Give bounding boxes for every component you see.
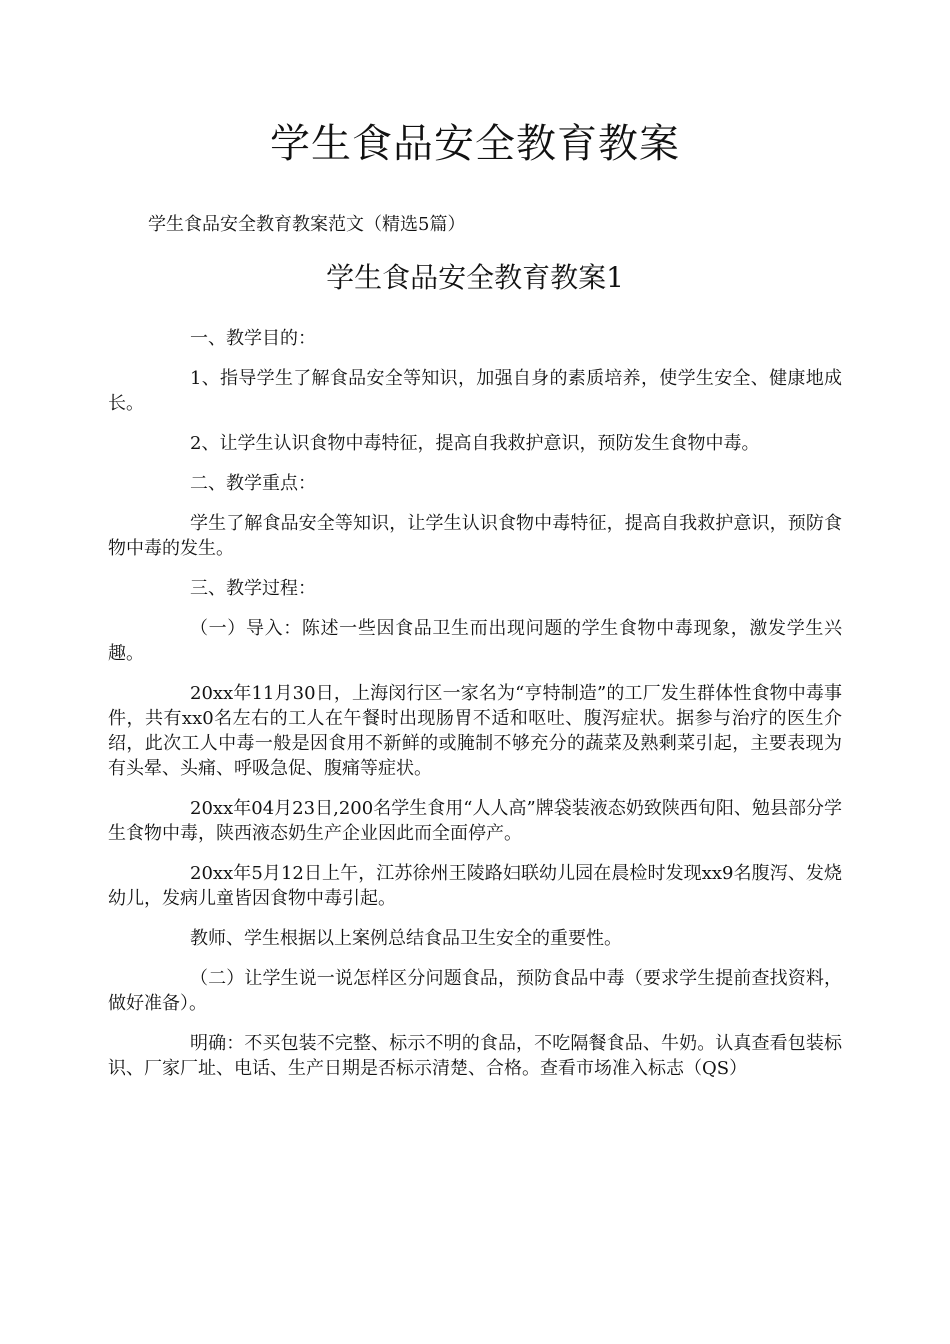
heading-teaching-focus: 二、教学重点： [190,473,316,494]
section-title: 学生食品安全教育教案1 [326,261,624,294]
document-subtitle: 学生食品安全教育教案范文（精选5篇） [148,214,466,235]
heading-teaching-process: 三、教学过程： [190,578,316,599]
goal-item-2: 2、让学生认识食物中毒特征，提高自我救护意识，预防发生食物中毒。 [190,433,760,454]
case-paragraph: 20xx年04月23日,200名学生食用“人人高”牌袋装液态奶致陕西旬阳、勉县部分学生食物中毒，陕西液态奶生产企业因此而全面停产。 [108,798,842,844]
case-paragraph: 20xx年5月12日上午，江苏徐州王陵路妇联幼儿园在晨检时发现xx9名腹泻、发烧幼儿，发病儿童皆因食物中毒引起。 [108,863,842,909]
heading-teaching-goal: 一、教学目的： [190,328,316,349]
focus-paragraph: 学生了解食品安全等知识，让学生认识食物中毒特征，提高自我救护意识，预防食物中毒的发生。 [108,513,842,559]
clarification-paragraph: 明确：不买包装不完整、标示不明的食品，不吃隔餐食品、牛奶。认真查看包装标识、厂家厂址、电话、生产日期是否标示清楚、合格。查看市场准入标志（QS） [108,1033,842,1079]
summary-paragraph: 教师、学生根据以上案例总结食品卫生安全的重要性。 [190,928,622,949]
goal-item-1: 1、指导学生了解食品安全等知识，加强自身的素质培养，使学生安全、健康地成长。 [108,368,842,414]
case-paragraph: 20xx年11月30日，上海闵行区一家名为“亨特制造”的工厂发生群体性食物中毒事件，共有xx0名左右的工人在午餐时出现肠胃不适和呕吐、腹泻症状。据参与治疗的医生介绍，此次工人中毒一般是因食用不新鲜的或腌制不够充分的蔬菜及熟剩菜引起，主要表现为有头晕、头痛、呼吸急促、腹痛等症状。 [108,683,842,779]
document-body [108,326,842,1081]
process-step-2: （二）让学生说一说怎样区分问题食品，预防食品中毒（要求学生提前查找资料，做好准备）。 [108,968,842,1014]
document-title: 学生食品安全教育教案 [270,121,680,167]
process-intro: （一）导入：陈述一些因食品卫生而出现问题的学生食物中毒现象，激发学生兴趣。 [108,618,842,664]
